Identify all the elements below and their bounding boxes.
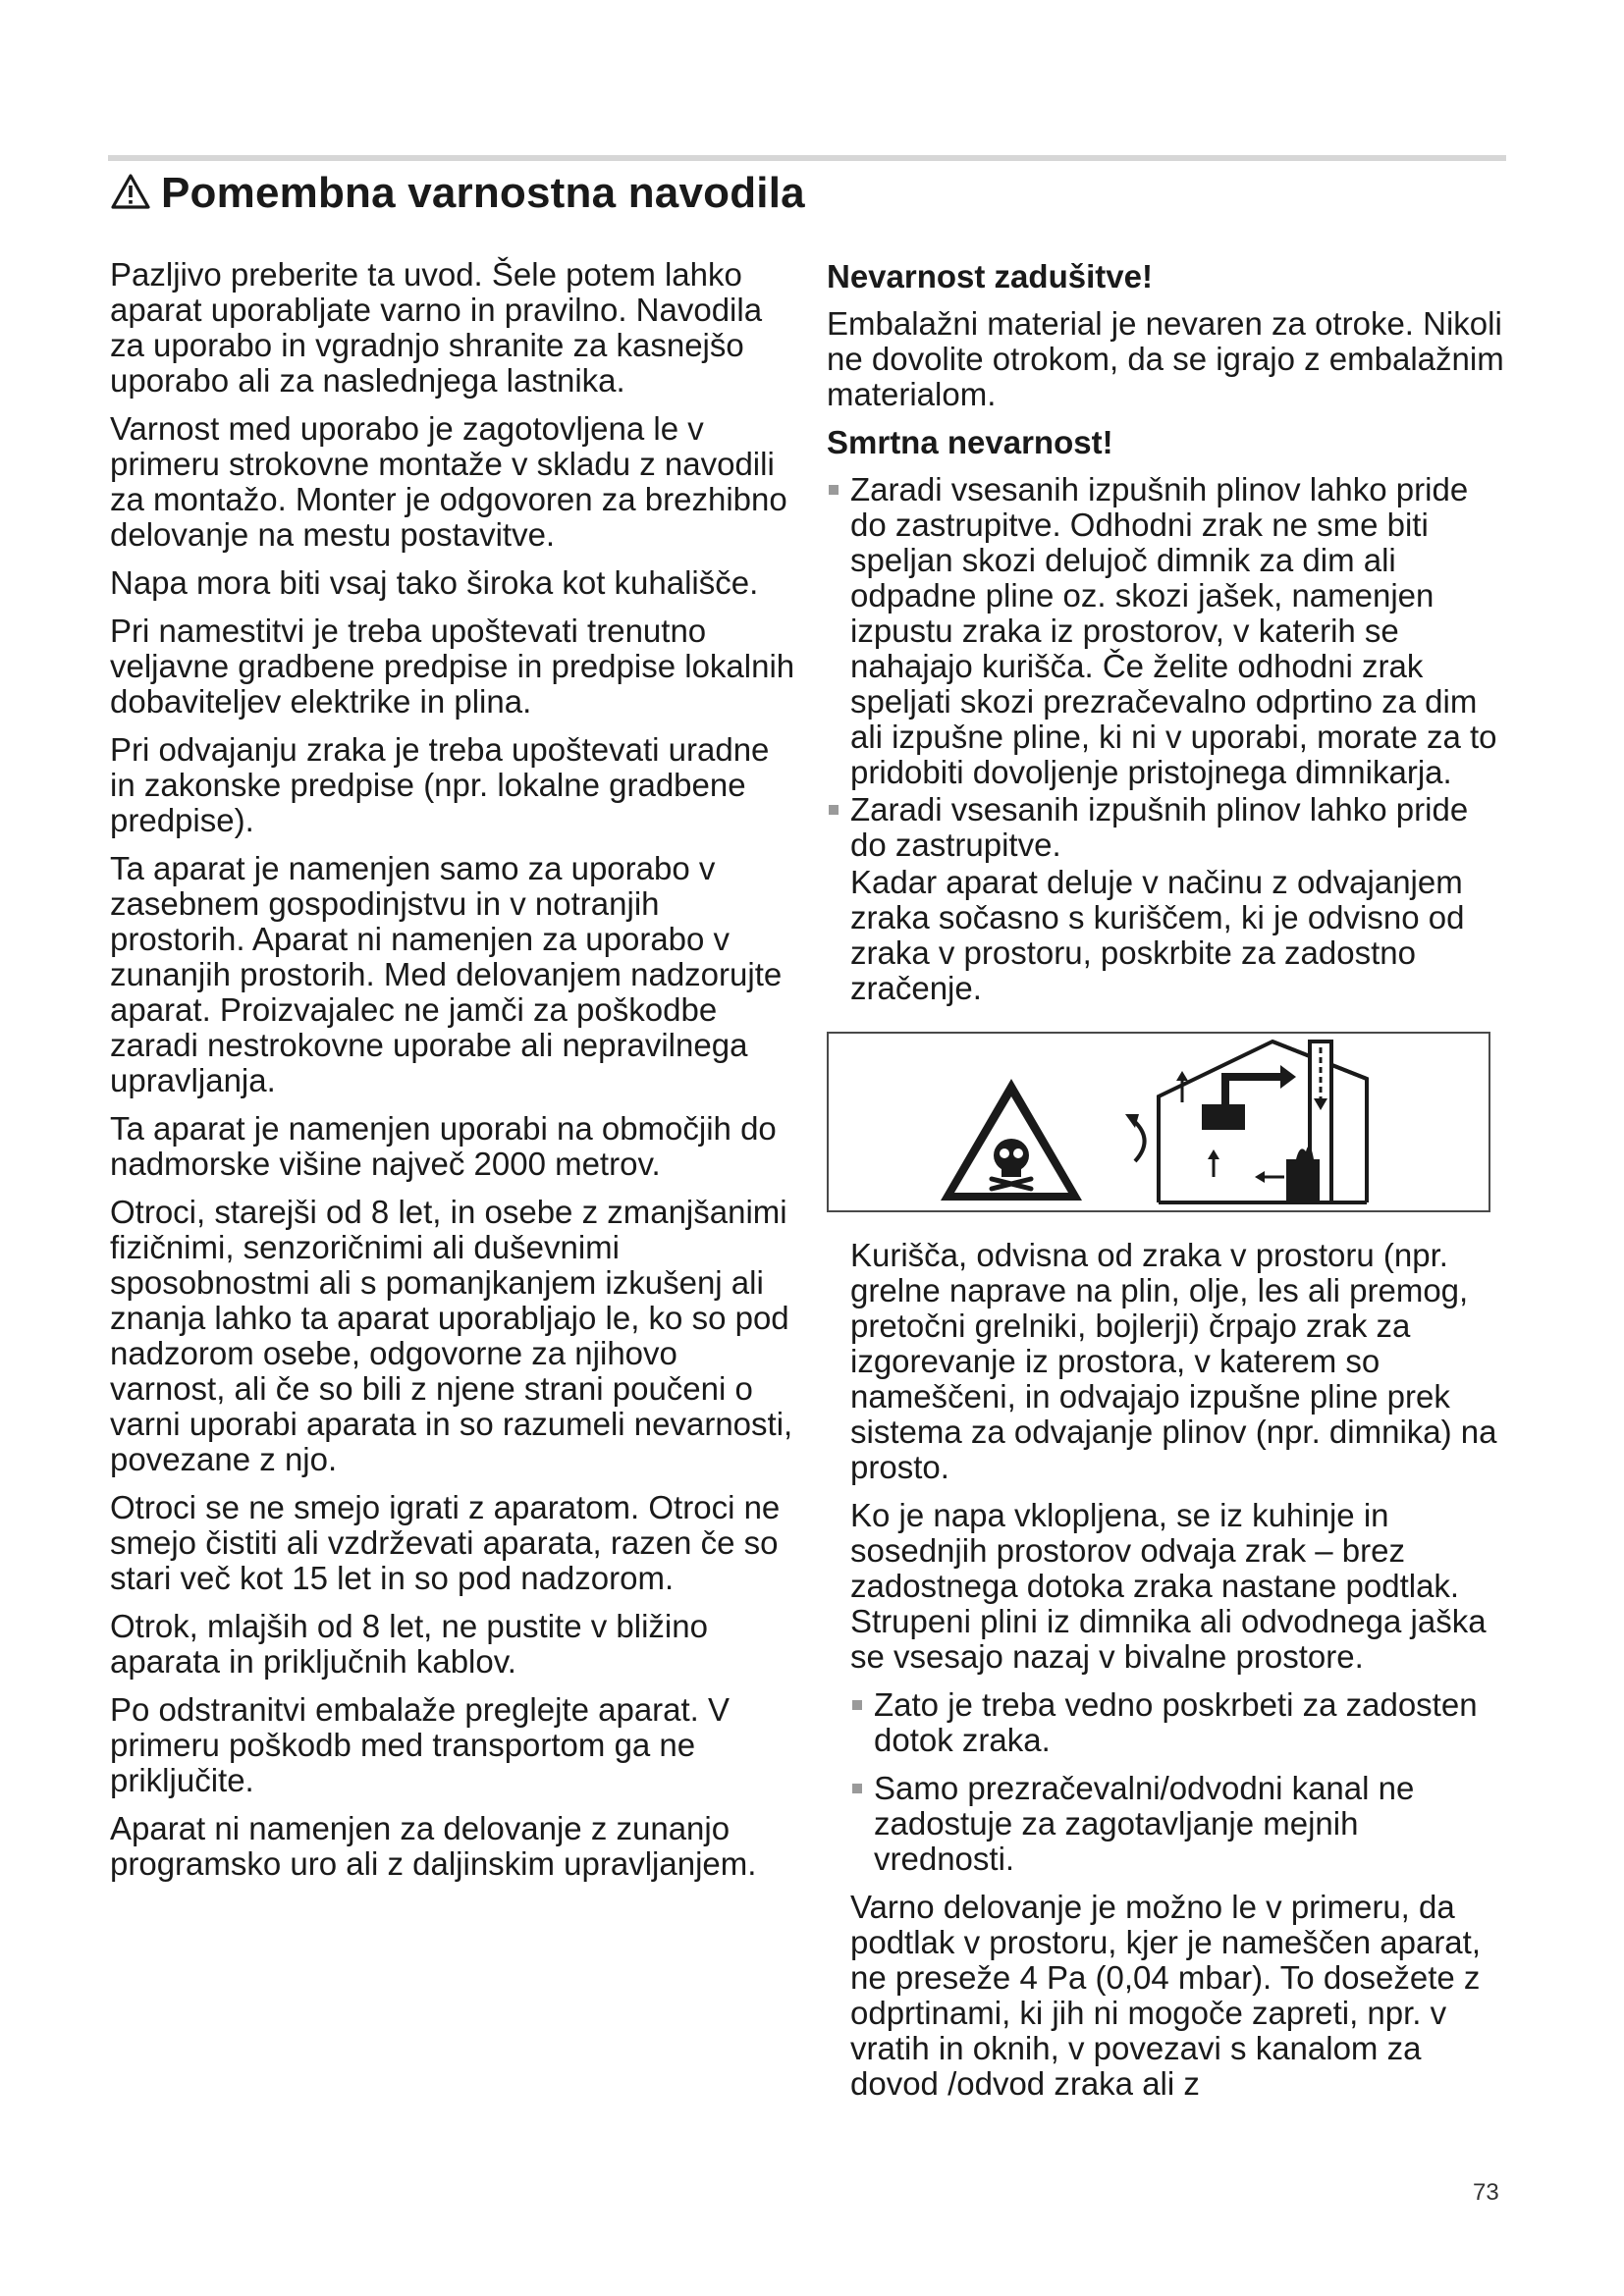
- suffocation-heading: Nevarnost zadušitve!: [827, 258, 1153, 294]
- paragraph: Ta aparat je namenjen samo za uporabo v zasebnem gospodinjstvu in v notranjih prostorih. Aparat ni namenjen za uporabo v zunanjih prostorih. Med delovanjem nadzorujte aparat. Proizvajalec ne jamči za poškodbe zaradi nestrokovne uporabe ali nepravilnega upravljanja.: [110, 850, 783, 1098]
- bullet-continuation: Kadar aparat deluje v načinu z odvajanjem zraka sočasno s kuriščem, ki je odvisno od zraka v prostoru, poskrbite za zadostno zračenje.: [850, 864, 1465, 1006]
- paragraph: Pazljivo preberite ta uvod. Šele potem lahko aparat uporabljate varno in pravilno. Navodila za uporabo in vgradnjo shranite za kasnejšo uporabo ali za naslednjega lastnika.: [110, 256, 763, 399]
- poison-gas-warning-figure: [827, 1032, 1490, 1212]
- right-column: [827, 257, 1504, 2114]
- suffocation-text: Embalažni material je nevaren za otroke. Nikoli ne dovolite otrokom, da se igrajo z embalažnim materialom.: [827, 305, 1504, 412]
- page-title-text: Pomembna varnostna navodila: [161, 169, 805, 217]
- paragraph: Ko je napa vklopljena, se iz kuhinje in sosednjih prostorov odvaja zrak – brez zadostnega dotoka zraka nastane podtlak. Strupeni plini iz dimnika ali odvodnega jaška se vsesajo nazaj v bivalne prostore.: [850, 1497, 1487, 1675]
- paragraph: Kurišča, odvisna od zraka v prostoru (npr. grelne naprave na plin, olje, les ali premog, pretočni grelniki, bojlerji) črpajo zrak za izgorevanje iz prostora, v katerem so nameščeni, in odvajajo izpušne pline prek sistema za odvajanje plinov (npr. dimnika) na prosto.: [850, 1237, 1497, 1485]
- paragraph: Pri namestitvi je treba upoštevati trenutno veljavne gradbene predpise in predpise lokalnih dobaviteljev elektrike in plina.: [110, 613, 795, 720]
- paragraph: Otroci se ne smejo igrati z aparatom. Otroci ne smejo čistiti ali vzdrževati aparata, razen če so stari več kot 15 let in so pod nadzorom.: [110, 1489, 781, 1596]
- page-number: 73: [1473, 2179, 1499, 2206]
- paragraph: Otrok, mlajših od 8 let, ne pustite v bližino aparata in priključnih kablov.: [110, 1608, 708, 1680]
- ventilation-list: [850, 1687, 1504, 1877]
- paragraph: Otroci, starejši od 8 let, in osebe z zmanjšanimi fizičnimi, senzoričnimi ali duševnimi sposobnostmi ali s pomanjkanjem izkušenj ali znanja lahko ta aparat uporabljajo le, ko so pod nadzorom osebe, odgovorne za njihovo varnost, ali če so bili z njene strani poučeni o varni uporabi aparata in so razumeli nevarnosti, povezane z njo.: [110, 1194, 793, 1477]
- bullet-text: Zato je treba vedno poskrbeti za zadosten dotok zraka.: [874, 1686, 1478, 1758]
- death-danger-list: [827, 472, 1504, 1006]
- death-danger-heading: Smrtna nevarnost!: [827, 424, 1113, 460]
- paragraph: Aparat ni namenjen za delovanje z zunanjo programsko uro ali z daljinskim upravljanjem.: [110, 1810, 757, 1882]
- list-item: [850, 1771, 1504, 1877]
- warning-triangle-icon: [110, 173, 151, 210]
- paragraph: Varno delovanje je možno le v primeru, da podtlak v prostoru, kjer je nameščen aparat, ne preseže 4 Pa (0,04 mbar). To dosežete z odprtinami, ki jih ni mogoče zapreti, npr. v vratih in oknih, v povezavi s kanalom za dovod /odvod zraka ali z: [850, 1889, 1482, 2102]
- list-item: [827, 472, 1504, 790]
- paragraph: Ta aparat je namenjen uporabi na območjih do nadmorske višine največ 2000 metrov.: [110, 1110, 777, 1182]
- paragraph: Po odstranitvi embalaže preglejte aparat. V primeru poškodb med transportom ga ne priključite.: [110, 1691, 731, 1798]
- bullet-text: Zaradi vsesanih izpušnih plinov lahko pride do zastrupitve.: [850, 791, 1469, 863]
- bullet-text: Samo prezračevalni/odvodni kanal ne zadostuje za zagotavljanje mejnih vrednosti.: [874, 1770, 1415, 1877]
- poison-gas-warning-illustration: [829, 1034, 1489, 1210]
- bullet-text: Zaradi vsesanih izpušnih plinov lahko pride do zastrupitve. Odhodni zrak ne sme biti speljan skozi delujoč dimnik za dim ali odpadne pline oz. skozi jašek, namenjen izpustu zraka iz prostorov, v katerih se nahajajo kurišča. Če želite odhodni zrak speljati skozi prezračevalno odprtino za dim ali izpušne pline, ki ni v uporabi, morate za to pridobiti dovoljenje pristojnega dimnikarja.: [850, 471, 1497, 790]
- figure-explanation: [827, 1238, 1504, 2102]
- page-title: [110, 169, 805, 218]
- left-column: [110, 257, 797, 1895]
- paragraph: Napa mora biti vsaj tako široka kot kuhališče.: [110, 564, 759, 601]
- list-item: [850, 1687, 1504, 1758]
- list-item: [827, 792, 1504, 1006]
- paragraph: Varnost med uporabo je zagotovljena le v primeru strokovne montaže v skladu z navodili za montažo. Monter je odgovoren za brezhibno delovanje na mestu postavitve.: [110, 410, 787, 553]
- paragraph: Pri odvajanju zraka je treba upoštevati uradne in zakonske predpise (npr. lokalne gradbene predpise).: [110, 731, 770, 838]
- header-rule: [108, 155, 1506, 161]
